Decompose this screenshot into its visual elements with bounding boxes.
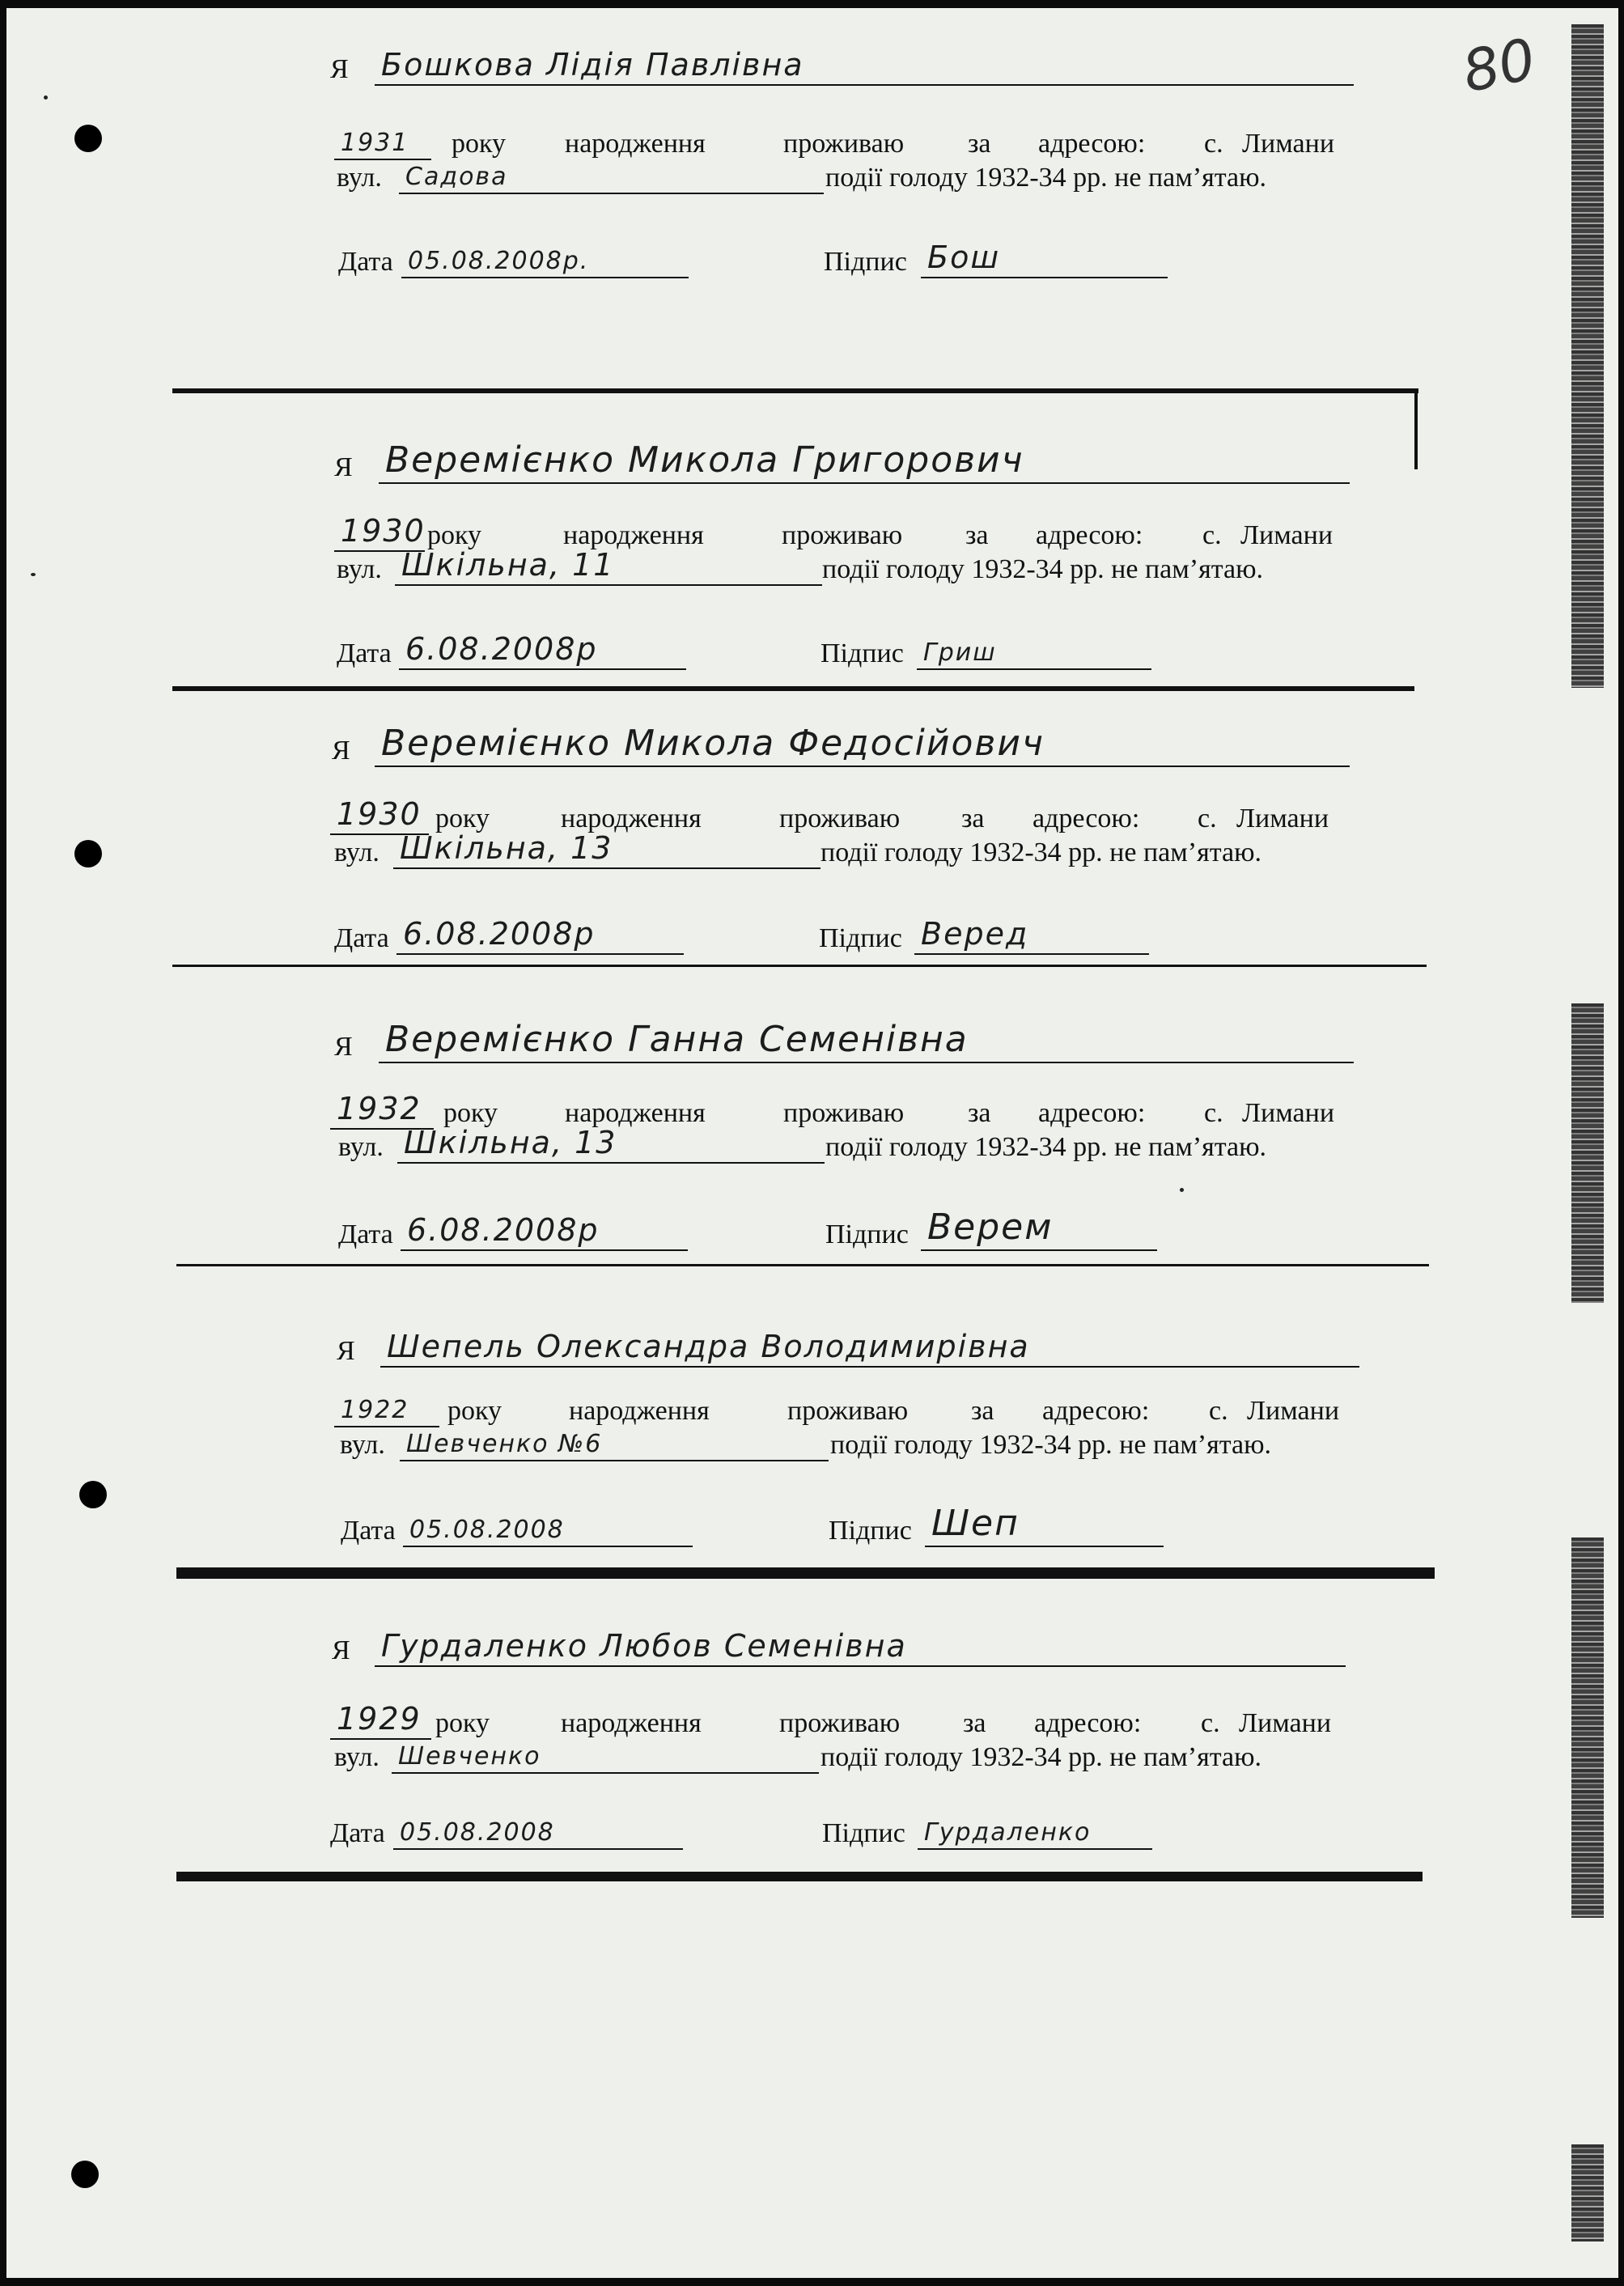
label-adresoiu: адресою:	[1038, 129, 1146, 159]
label-vul: вул.	[338, 1132, 384, 1162]
label-pidpys: Підпис	[824, 247, 907, 277]
date-value: 6.08.2008р	[403, 916, 596, 952]
label-narodzhennia: народження	[561, 804, 702, 833]
name-field	[379, 439, 1350, 484]
date-field	[396, 914, 684, 955]
signature-value: Верем	[927, 1207, 1054, 1248]
label-narodzhennia: народження	[569, 1396, 710, 1426]
label-za: за	[961, 804, 985, 833]
label-za: за	[965, 520, 989, 550]
label-lymany: Лимани	[1240, 520, 1334, 550]
label-selo: с.	[1209, 1396, 1228, 1426]
name-value: Гурдаленко Любов Семенівна	[381, 1628, 907, 1664]
label-za: за	[963, 1708, 986, 1738]
scan-speck	[1180, 1188, 1184, 1192]
signature-field	[917, 630, 1151, 670]
label-adresoiu: адресою:	[1032, 804, 1140, 833]
separator-line	[176, 1872, 1423, 1881]
signature-value: Гриш	[923, 638, 997, 667]
label-podii: події голоду 1932-34 рр. не пам’ятаю.	[820, 838, 1261, 867]
label-prozhyvaiu: проживаю	[783, 1098, 905, 1128]
street-field	[393, 829, 820, 869]
scan-edge-mark	[1571, 1003, 1604, 1303]
name-value: Веремієнко Ганна Семенівна	[385, 1019, 969, 1060]
label-prozhyvaiu: проживаю	[779, 804, 901, 833]
birth-year-value: 1931	[341, 129, 409, 157]
label-pidpys: Підпис	[819, 923, 902, 953]
scan-speck	[31, 573, 36, 576]
separator-line	[172, 965, 1427, 967]
label-podii: події голоду 1932-34 рр. не пам’ятаю.	[822, 554, 1263, 584]
label-adresoiu: адресою:	[1034, 1708, 1142, 1738]
street-value: Шкільна, 13	[404, 1125, 617, 1160]
label-adresoiu: адресою:	[1038, 1098, 1146, 1128]
street-value: Шевченко №6	[406, 1430, 603, 1458]
label-ya: Я	[334, 452, 353, 482]
label-data: Дата	[341, 1516, 396, 1546]
date-field	[403, 1507, 693, 1547]
signature-field	[921, 238, 1168, 278]
label-selo: с.	[1204, 1098, 1223, 1128]
label-lymany: Лимани	[1236, 804, 1329, 833]
signature-field	[925, 1503, 1164, 1547]
scan-speck	[44, 95, 48, 100]
label-ya: Я	[337, 1336, 355, 1366]
signature-value: Гурдаленко	[924, 1818, 1092, 1847]
label-data: Дата	[338, 247, 393, 277]
label-podii: події голоду 1932-34 рр. не пам’ятаю.	[825, 1132, 1266, 1162]
scan-edge-mark	[1571, 2144, 1604, 2241]
birth-year-value: 1922	[341, 1396, 409, 1424]
date-field	[399, 630, 686, 670]
label-lymany: Лимани	[1247, 1396, 1340, 1426]
separator-line	[1414, 388, 1418, 469]
signature-value: Веред	[921, 916, 1029, 952]
label-podii: події голоду 1932-34 рр. не пам’ятаю.	[830, 1430, 1271, 1460]
separator-line	[172, 686, 1414, 691]
label-vul: вул.	[334, 1742, 379, 1772]
date-value: 05.08.2008	[409, 1516, 565, 1544]
label-selo: с.	[1201, 1708, 1220, 1738]
label-prozhyvaiu: проживаю	[783, 129, 905, 159]
label-za: за	[971, 1396, 994, 1426]
label-za: за	[968, 1098, 991, 1128]
label-lymany: Лимани	[1239, 1708, 1332, 1738]
label-narodzhennia: народження	[563, 520, 704, 550]
document-page	[6, 8, 1618, 2278]
label-prozhyvaiu: проживаю	[787, 1396, 909, 1426]
label-roku: року	[427, 520, 482, 550]
punch-hole	[74, 840, 102, 867]
label-roku: року	[443, 1098, 498, 1128]
label-narodzhennia: народження	[561, 1708, 702, 1738]
punch-hole	[79, 1481, 107, 1508]
signature-value: Шеп	[931, 1503, 1020, 1544]
label-narodzhennia: народження	[565, 1098, 706, 1128]
label-data: Дата	[338, 1219, 393, 1249]
signature-value: Бош	[927, 240, 1001, 275]
birth-year-value: 1929	[337, 1701, 422, 1737]
label-vul: вул.	[337, 554, 382, 584]
street-value: Шкільна, 13	[400, 830, 613, 866]
label-data: Дата	[334, 923, 389, 953]
name-value: Веремієнко Микола Григорович	[385, 439, 1024, 481]
label-roku: року	[447, 1396, 502, 1426]
label-ya: Я	[332, 736, 350, 766]
label-adresoiu: адресою:	[1042, 1396, 1150, 1426]
date-value: 6.08.2008р	[405, 631, 598, 667]
punch-hole	[71, 2161, 99, 2188]
date-value: 05.08.2008р.	[408, 247, 590, 275]
label-lymany: Лимани	[1242, 1098, 1335, 1128]
label-roku: року	[435, 804, 490, 833]
street-value: Шевченко	[398, 1742, 541, 1771]
punch-hole	[74, 125, 102, 152]
label-za: за	[968, 129, 991, 159]
label-selo: с.	[1198, 804, 1217, 833]
street-value: Садова	[405, 163, 508, 191]
name-field	[379, 1019, 1354, 1063]
name-field	[375, 1626, 1346, 1667]
label-vul: вул.	[337, 163, 382, 193]
street-field	[399, 154, 824, 194]
label-vul: вул.	[340, 1430, 385, 1460]
separator-line	[176, 1567, 1435, 1579]
date-field	[401, 238, 689, 278]
street-value: Шкільна, 11	[401, 547, 615, 583]
label-podii: події голоду 1932-34 рр. не пам’ятаю.	[820, 1742, 1261, 1772]
label-adresoiu: адресою:	[1036, 520, 1143, 550]
signature-field	[921, 1207, 1157, 1251]
street-field	[400, 1421, 829, 1461]
street-field	[397, 1123, 825, 1164]
label-pidpys: Підпис	[822, 1818, 905, 1848]
name-value: Шепель Олександра Володимирівна	[387, 1329, 1030, 1364]
name-field	[375, 45, 1354, 86]
scan-edge-mark	[1571, 1537, 1604, 1918]
label-prozhyvaiu: проживаю	[782, 520, 903, 550]
label-podii: події голоду 1932-34 рр. не пам’ятаю.	[825, 163, 1266, 193]
label-roku: року	[452, 129, 507, 159]
street-field	[392, 1733, 819, 1774]
birth-year-value: 1930	[341, 513, 426, 549]
label-narodzhennia: народження	[565, 129, 706, 159]
scan-edge-mark	[1571, 24, 1604, 688]
birth-year-value: 1932	[337, 1091, 422, 1126]
page-number: 80	[1457, 25, 1541, 106]
date-value: 05.08.2008	[400, 1818, 555, 1847]
separator-line	[172, 388, 1418, 393]
label-roku: року	[435, 1708, 490, 1738]
label-prozhyvaiu: проживаю	[779, 1708, 901, 1738]
name-value: Веремієнко Микола Федосійович	[381, 723, 1045, 764]
label-ya: Я	[334, 1032, 353, 1062]
date-field	[401, 1211, 688, 1251]
label-pidpys: Підпис	[825, 1219, 909, 1249]
label-data: Дата	[330, 1818, 385, 1848]
label-ya: Я	[332, 1635, 350, 1665]
date-field	[393, 1809, 683, 1850]
name-value: Бошкова Лідія Павлівна	[381, 47, 804, 83]
street-field	[395, 545, 822, 586]
label-lymany: Лимани	[1242, 129, 1335, 159]
date-value: 6.08.2008р	[407, 1212, 600, 1248]
label-data: Дата	[337, 638, 392, 668]
label-pidpys: Підпис	[829, 1516, 912, 1546]
name-field	[380, 1327, 1359, 1368]
label-pidpys: Підпис	[820, 638, 904, 668]
birth-year-value: 1930	[337, 796, 422, 832]
separator-line	[176, 1264, 1429, 1266]
signature-field	[918, 1809, 1152, 1850]
label-vul: вул.	[334, 838, 379, 867]
label-ya: Я	[330, 54, 349, 84]
name-field	[375, 723, 1350, 767]
signature-field	[914, 914, 1149, 955]
label-selo: с.	[1204, 129, 1223, 159]
label-selo: с.	[1202, 520, 1222, 550]
